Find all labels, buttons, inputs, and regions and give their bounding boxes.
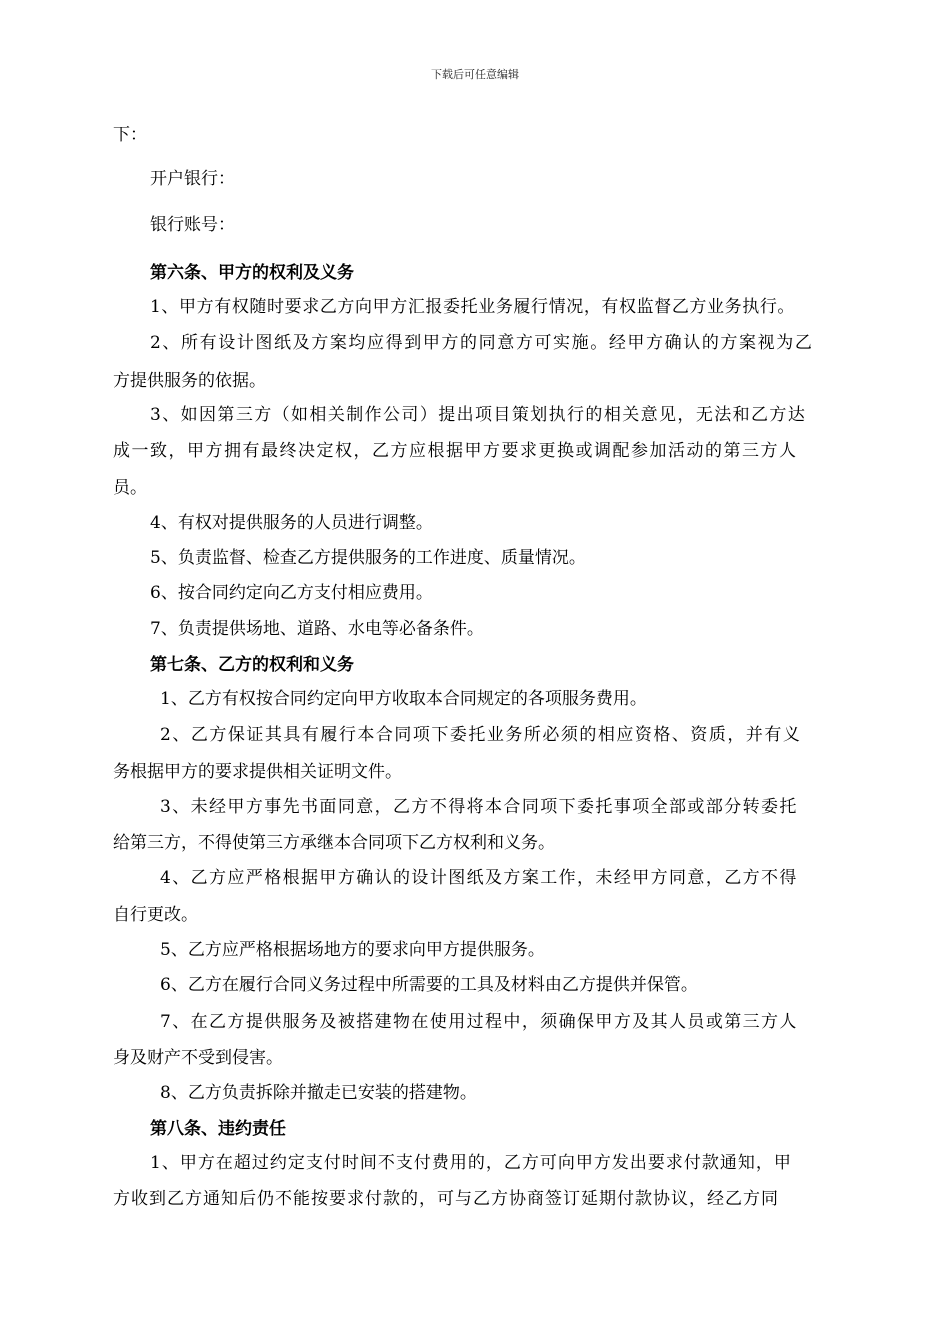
text-line: 给第三方，不得使第三方承继本合同项下乙方权利和义务。 (113, 833, 555, 853)
text-line: 6、按合同约定向乙方支付相应费用。 (150, 583, 433, 603)
text-line: 5、乙方应严格根据场地方的要求向甲方提供服务。 (160, 940, 545, 960)
page-header: 下载后可任意编辑 (431, 68, 519, 81)
text-line: 6、乙方在履行合同义务过程中所需要的工具及材料由乙方提供并保管。 (160, 975, 698, 995)
text-line: 2、所有设计图纸及方案均应得到甲方的同意方可实施。经甲方确认的方案视为乙 (150, 333, 814, 353)
text-line: 7、负责提供场地、道路、水电等必备条件。 (150, 619, 484, 639)
text-line: 务根据甲方的要求提供相关证明文件。 (113, 762, 402, 782)
section-heading: 第六条、甲方的权利及义务 (150, 263, 354, 283)
text-line: 1、乙方有权按合同约定向甲方收取本合同规定的各项服务费用。 (160, 689, 647, 709)
text-line: 3、未经甲方事先书面同意，乙方不得将本合同项下委托事项全部或部分转委托 (160, 797, 798, 817)
text-line: 身及财产不受到侵害。 (113, 1048, 283, 1068)
text-line: 员。 (113, 478, 147, 498)
section-heading: 第八条、违约责任 (150, 1119, 286, 1139)
text-line: 4、乙方应严格根据甲方确认的设计图纸及方案工作，未经甲方同意，乙方不得 (160, 868, 798, 888)
text-line: 方提供服务的依据。 (113, 371, 266, 391)
text-line: 方收到乙方通知后仍不能按要求付款的，可与乙方协商签订延期付款协议，经乙方同 (113, 1189, 779, 1209)
text-line: 5、负责监督、检查乙方提供服务的工作进度、质量情况。 (150, 548, 586, 568)
text-line: 银行账号： (150, 215, 235, 235)
text-line: 1、甲方在超过约定支付时间不支付费用的，乙方可向甲方发出要求付款通知，甲 (150, 1153, 792, 1173)
text-line: 自行更改。 (113, 905, 198, 925)
text-line: 1、甲方有权随时要求乙方向甲方汇报委托业务履行情况，有权监督乙方业务执行。 (150, 297, 796, 317)
text-line: 2、乙方保证其具有履行本合同项下委托业务所必须的相应资格、资质，并有义 (160, 725, 802, 745)
text-line: 8、乙方负责拆除并撤走已安装的搭建物。 (160, 1083, 477, 1103)
text-line: 下： (113, 125, 147, 145)
text-line: 4、有权对提供服务的人员进行调整。 (150, 513, 433, 533)
section-heading: 第七条、乙方的权利和义务 (150, 655, 354, 675)
text-line: 7、在乙方提供服务及被搭建物在使用过程中，须确保甲方及其人员或第三方人 (160, 1012, 798, 1032)
text-line: 3、如因第三方（如相关制作公司）提出项目策划执行的相关意见，无法和乙方达 (150, 405, 807, 425)
text-line: 成一致，甲方拥有最终决定权，乙方应根据甲方要求更换或调配参加活动的第三方人 (113, 441, 798, 461)
text-line: 开户银行： (150, 169, 235, 189)
